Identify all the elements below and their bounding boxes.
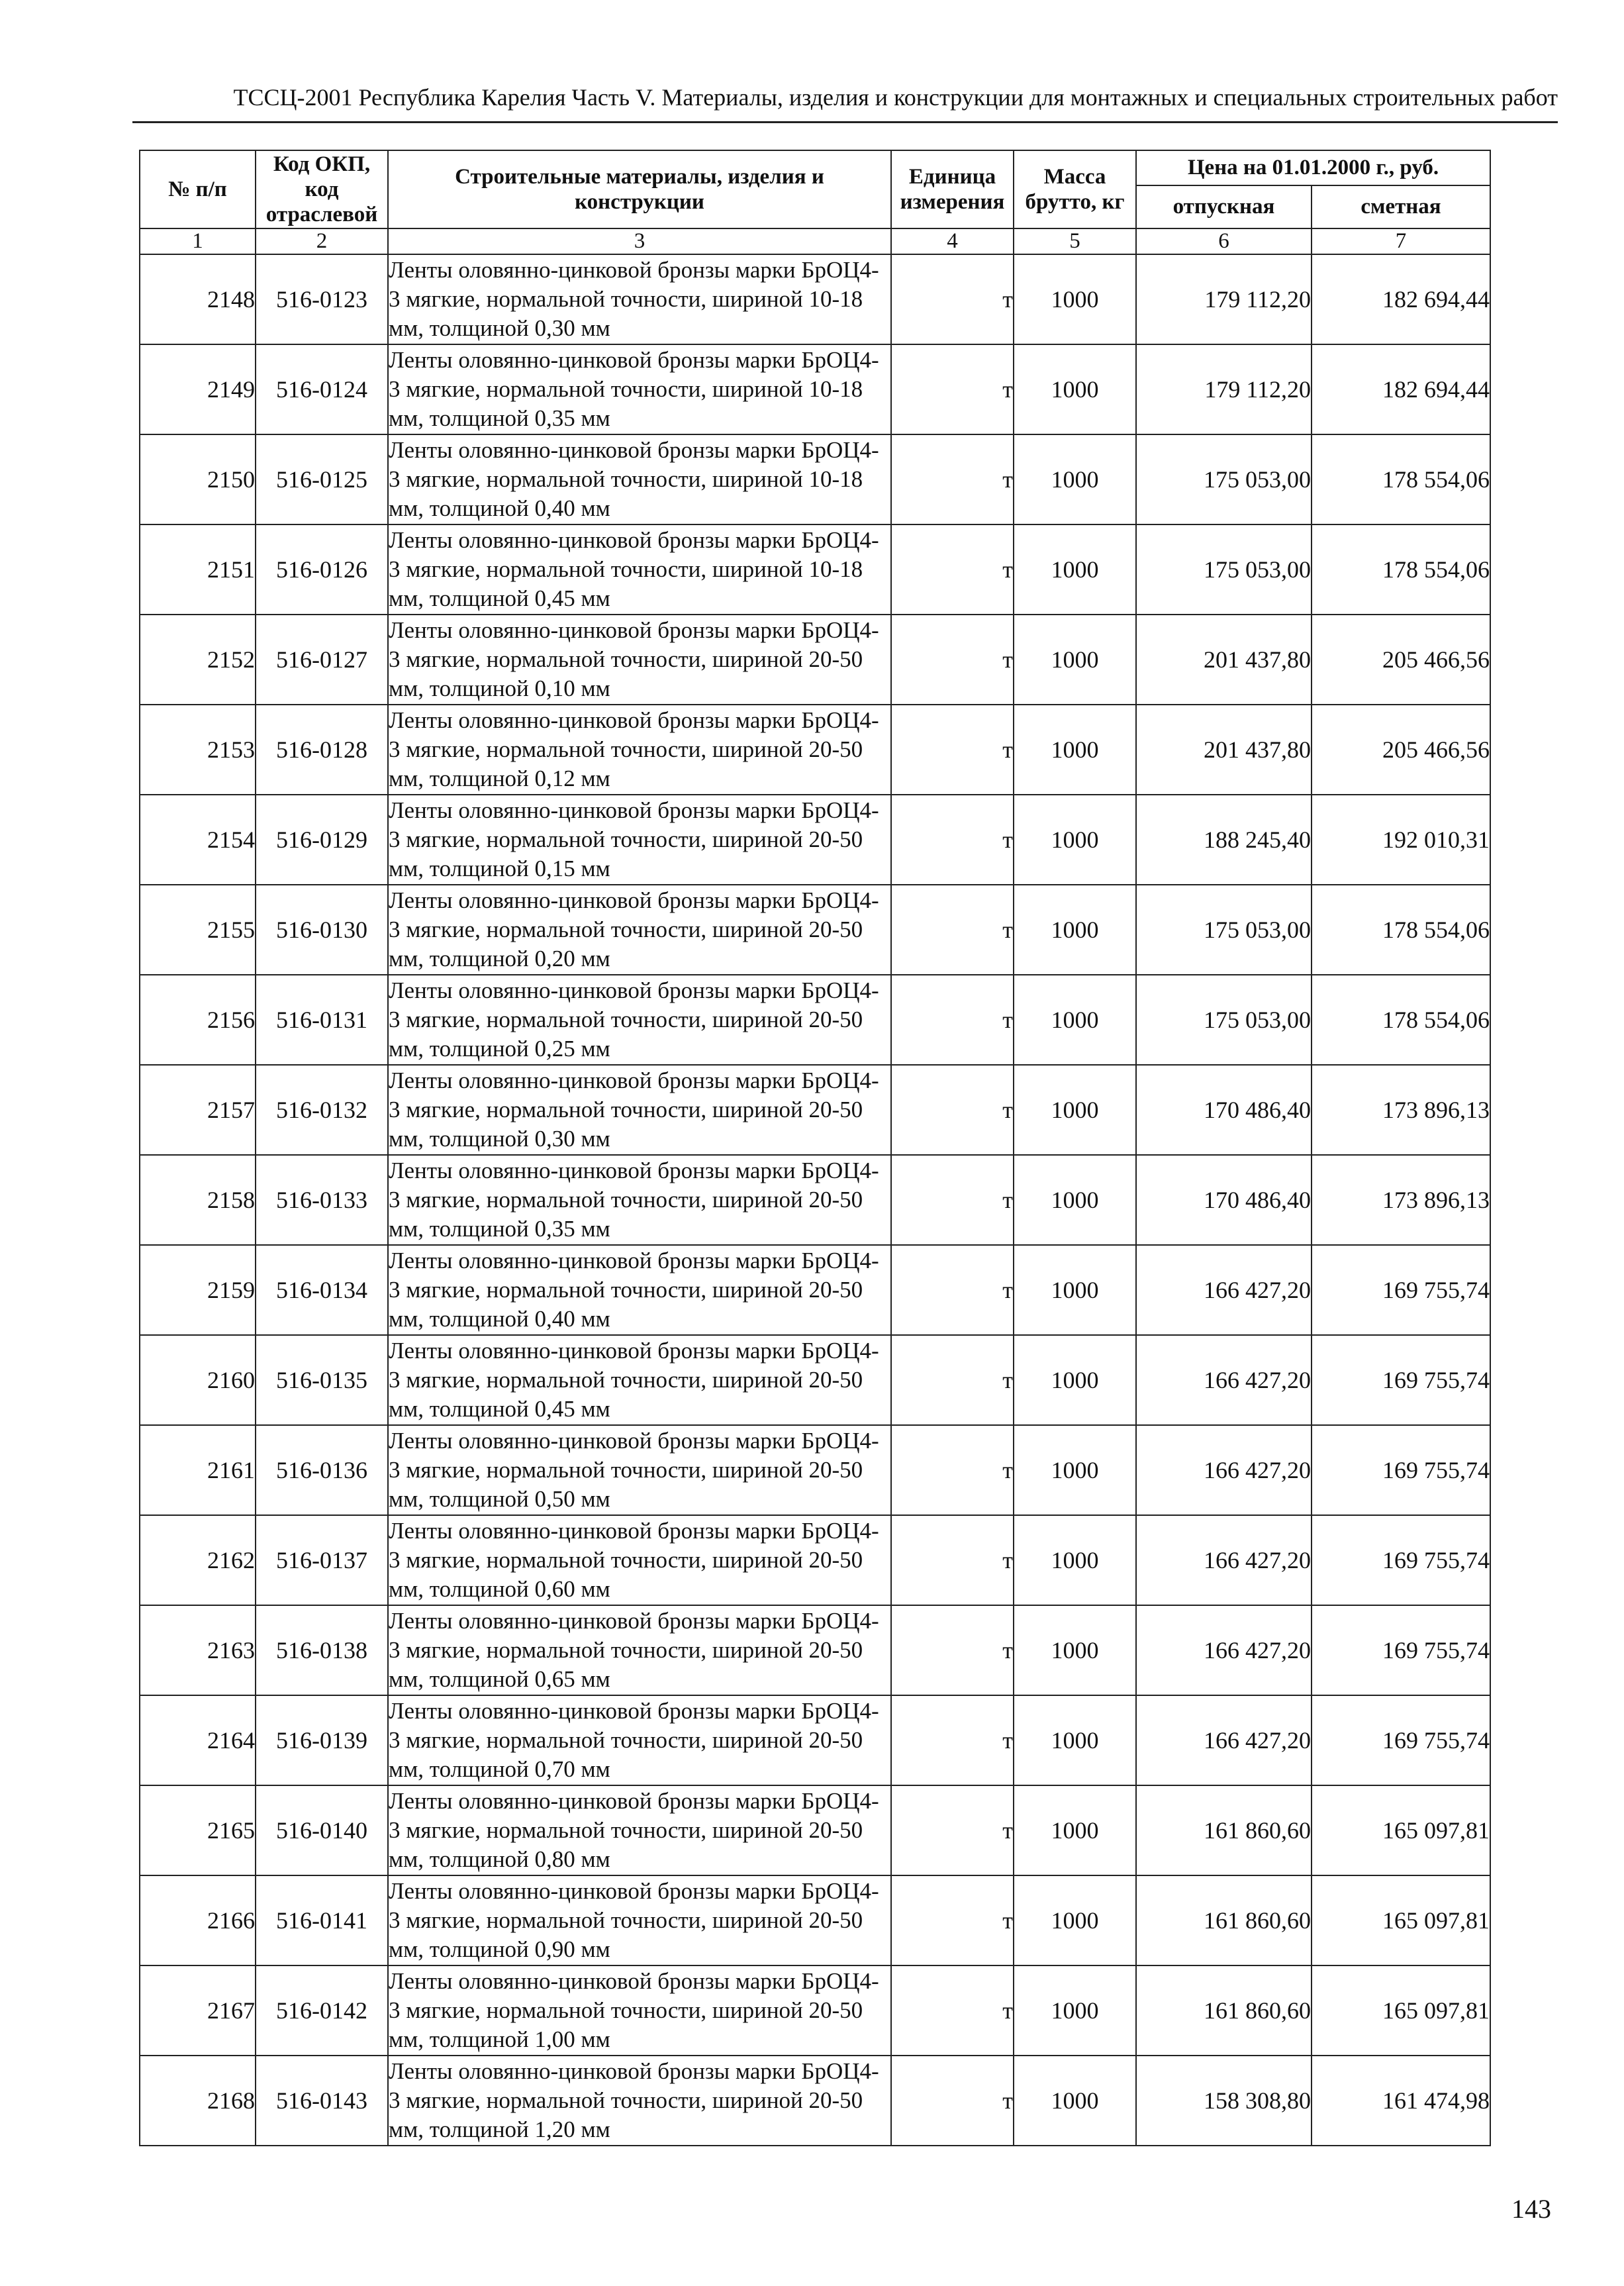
header-price-release: отпускная <box>1136 185 1312 228</box>
page-number: 143 <box>1511 2194 1551 2224</box>
row-description: Ленты оловянно-цинковой бронзы марки БрОЦ4-3 мягкие, нормальной точности, шириной 20-50 мм, толщиной 0,70 мм <box>388 1695 891 1785</box>
row-mass: 1000 <box>1014 615 1136 705</box>
column-number: 4 <box>891 228 1014 254</box>
row-number: 2161 <box>140 1425 256 1515</box>
table-row <box>140 344 1490 434</box>
row-code: 516-0132 <box>256 1065 388 1155</box>
column-number: 3 <box>388 228 891 254</box>
row-code: 516-0133 <box>256 1155 388 1245</box>
row-mass: 1000 <box>1014 524 1136 615</box>
row-unit: т <box>891 1245 1014 1335</box>
row-code: 516-0139 <box>256 1695 388 1785</box>
row-price-release: 175 053,00 <box>1136 434 1312 524</box>
row-code: 516-0141 <box>256 1875 388 1965</box>
row-description: Ленты оловянно-цинковой бронзы марки БрОЦ4-3 мягкие, нормальной точности, шириной 20-50 мм, толщиной 0,12 мм <box>388 705 891 795</box>
table-row <box>140 975 1490 1065</box>
row-number: 2157 <box>140 1065 256 1155</box>
row-mass: 1000 <box>1014 1605 1136 1695</box>
row-code: 516-0137 <box>256 1515 388 1605</box>
row-unit: т <box>891 975 1014 1065</box>
row-description: Ленты оловянно-цинковой бронзы марки БрОЦ4-3 мягкие, нормальной точности, шириной 20-50 мм, толщиной 0,10 мм <box>388 615 891 705</box>
row-code: 516-0124 <box>256 344 388 434</box>
header-description: Строительные материалы, изделия и конструкции <box>388 150 891 228</box>
row-number: 2154 <box>140 795 256 885</box>
row-price-estimate: 205 466,56 <box>1312 615 1490 705</box>
table-row <box>140 254 1490 344</box>
table-row <box>140 1425 1490 1515</box>
table-row <box>140 1515 1490 1605</box>
table-row <box>140 1605 1490 1695</box>
row-code: 516-0127 <box>256 615 388 705</box>
row-price-estimate: 178 554,06 <box>1312 885 1490 975</box>
row-description: Ленты оловянно-цинковой бронзы марки БрОЦ4-3 мягкие, нормальной точности, шириной 10-18 мм, толщиной 0,30 мм <box>388 254 891 344</box>
row-number: 2167 <box>140 1965 256 2056</box>
row-description: Ленты оловянно-цинковой бронзы марки БрОЦ4-3 мягкие, нормальной точности, шириной 20-50 мм, толщиной 1,00 мм <box>388 1965 891 2056</box>
row-price-release: 179 112,20 <box>1136 254 1312 344</box>
table-row <box>140 615 1490 705</box>
row-price-estimate: 169 755,74 <box>1312 1695 1490 1785</box>
row-unit: т <box>891 254 1014 344</box>
row-mass: 1000 <box>1014 1965 1136 2056</box>
materials-price-table <box>139 150 1491 2146</box>
row-unit: т <box>891 795 1014 885</box>
row-unit: т <box>891 1695 1014 1785</box>
row-code: 516-0135 <box>256 1335 388 1425</box>
row-mass: 1000 <box>1014 1065 1136 1155</box>
row-code: 516-0140 <box>256 1785 388 1875</box>
row-number: 2165 <box>140 1785 256 1875</box>
table-row <box>140 885 1490 975</box>
row-unit: т <box>891 885 1014 975</box>
row-number: 2158 <box>140 1155 256 1245</box>
row-unit: т <box>891 1515 1014 1605</box>
row-code: 516-0131 <box>256 975 388 1065</box>
column-number: 5 <box>1014 228 1136 254</box>
row-mass: 1000 <box>1014 434 1136 524</box>
column-number: 2 <box>256 228 388 254</box>
table-row <box>140 1335 1490 1425</box>
row-unit: т <box>891 1605 1014 1695</box>
header-price-group: Цена на 01.01.2000 г., руб. <box>1136 150 1490 185</box>
row-price-estimate: 165 097,81 <box>1312 1965 1490 2056</box>
row-description: Ленты оловянно-цинковой бронзы марки БрОЦ4-3 мягкие, нормальной точности, шириной 20-50 мм, толщиной 0,90 мм <box>388 1875 891 1965</box>
table-row <box>140 1785 1490 1875</box>
row-price-estimate: 192 010,31 <box>1312 795 1490 885</box>
header-unit: Единица измерения <box>891 150 1014 228</box>
row-number: 2166 <box>140 1875 256 1965</box>
table-row <box>140 1065 1490 1155</box>
row-price-release: 166 427,20 <box>1136 1425 1312 1515</box>
row-price-estimate: 169 755,74 <box>1312 1425 1490 1515</box>
row-price-release: 166 427,20 <box>1136 1335 1312 1425</box>
row-code: 516-0136 <box>256 1425 388 1515</box>
table-row <box>140 1155 1490 1245</box>
header-num: № п/п <box>140 150 256 228</box>
row-code: 516-0134 <box>256 1245 388 1335</box>
row-unit: т <box>891 434 1014 524</box>
row-number: 2162 <box>140 1515 256 1605</box>
row-price-estimate: 178 554,06 <box>1312 434 1490 524</box>
row-description: Ленты оловянно-цинковой бронзы марки БрОЦ4-3 мягкие, нормальной точности, шириной 20-50 мм, толщиной 0,60 мм <box>388 1515 891 1605</box>
row-unit: т <box>891 344 1014 434</box>
row-price-estimate: 178 554,06 <box>1312 524 1490 615</box>
row-number: 2155 <box>140 885 256 975</box>
row-mass: 1000 <box>1014 1515 1136 1605</box>
table-row <box>140 2056 1490 2146</box>
column-number: 7 <box>1312 228 1490 254</box>
row-price-release: 188 245,40 <box>1136 795 1312 885</box>
row-mass: 1000 <box>1014 344 1136 434</box>
row-price-estimate: 173 896,13 <box>1312 1155 1490 1245</box>
row-number: 2148 <box>140 254 256 344</box>
row-code: 516-0142 <box>256 1965 388 2056</box>
row-code: 516-0126 <box>256 524 388 615</box>
row-price-release: 175 053,00 <box>1136 524 1312 615</box>
row-price-estimate: 169 755,74 <box>1312 1335 1490 1425</box>
row-code: 516-0123 <box>256 254 388 344</box>
table-row <box>140 1245 1490 1335</box>
row-description: Ленты оловянно-цинковой бронзы марки БрОЦ4-3 мягкие, нормальной точности, шириной 20-50 мм, толщиной 1,20 мм <box>388 2056 891 2146</box>
row-unit: т <box>891 615 1014 705</box>
row-price-estimate: 182 694,44 <box>1312 344 1490 434</box>
row-unit: т <box>891 2056 1014 2146</box>
row-price-estimate: 173 896,13 <box>1312 1065 1490 1155</box>
row-number: 2153 <box>140 705 256 795</box>
row-mass: 1000 <box>1014 1335 1136 1425</box>
table-row <box>140 705 1490 795</box>
row-price-estimate: 182 694,44 <box>1312 254 1490 344</box>
row-code: 516-0128 <box>256 705 388 795</box>
row-mass: 1000 <box>1014 1245 1136 1335</box>
row-description: Ленты оловянно-цинковой бронзы марки БрОЦ4-3 мягкие, нормальной точности, шириной 10-18 мм, толщиной 0,35 мм <box>388 344 891 434</box>
row-number: 2149 <box>140 344 256 434</box>
row-unit: т <box>891 1785 1014 1875</box>
row-price-release: 175 053,00 <box>1136 975 1312 1065</box>
row-description: Ленты оловянно-цинковой бронзы марки БрОЦ4-3 мягкие, нормальной точности, шириной 20-50 мм, толщиной 0,80 мм <box>388 1785 891 1875</box>
row-price-release: 170 486,40 <box>1136 1155 1312 1245</box>
row-price-release: 161 860,60 <box>1136 1965 1312 2056</box>
table-row <box>140 1695 1490 1785</box>
row-price-release: 175 053,00 <box>1136 885 1312 975</box>
row-mass: 1000 <box>1014 1785 1136 1875</box>
row-price-release: 179 112,20 <box>1136 344 1312 434</box>
row-number: 2168 <box>140 2056 256 2146</box>
row-unit: т <box>891 1875 1014 1965</box>
table-header-row <box>140 150 1490 185</box>
row-code: 516-0129 <box>256 795 388 885</box>
row-description: Ленты оловянно-цинковой бронзы марки БрОЦ4-3 мягкие, нормальной точности, шириной 20-50 мм, толщиной 0,20 мм <box>388 885 891 975</box>
row-mass: 1000 <box>1014 975 1136 1065</box>
row-number: 2151 <box>140 524 256 615</box>
row-unit: т <box>891 524 1014 615</box>
table-row <box>140 1965 1490 2056</box>
row-mass: 1000 <box>1014 1695 1136 1785</box>
row-price-release: 161 860,60 <box>1136 1875 1312 1965</box>
row-unit: т <box>891 705 1014 795</box>
row-description: Ленты оловянно-цинковой бронзы марки БрОЦ4-3 мягкие, нормальной точности, шириной 10-18 мм, толщиной 0,45 мм <box>388 524 891 615</box>
page-header-title: ТССЦ-2001 Республика Карелия Часть V. Материалы, изделия и конструкции для монтажных и специальных строительных работ <box>233 84 1558 111</box>
row-description: Ленты оловянно-цинковой бронзы марки БрОЦ4-3 мягкие, нормальной точности, шириной 20-50 мм, толщиной 0,40 мм <box>388 1245 891 1335</box>
row-description: Ленты оловянно-цинковой бронзы марки БрОЦ4-3 мягкие, нормальной точности, шириной 10-18 мм, толщиной 0,40 мм <box>388 434 891 524</box>
header-divider <box>132 121 1558 123</box>
row-mass: 1000 <box>1014 885 1136 975</box>
row-price-estimate: 165 097,81 <box>1312 1875 1490 1965</box>
row-mass: 1000 <box>1014 1155 1136 1245</box>
row-description: Ленты оловянно-цинковой бронзы марки БрОЦ4-3 мягкие, нормальной точности, шириной 20-50 мм, толщиной 0,30 мм <box>388 1065 891 1155</box>
row-price-release: 158 308,80 <box>1136 2056 1312 2146</box>
column-number-row <box>140 228 1490 254</box>
row-number: 2159 <box>140 1245 256 1335</box>
row-unit: т <box>891 1155 1014 1245</box>
row-mass: 1000 <box>1014 254 1136 344</box>
row-price-release: 201 437,80 <box>1136 705 1312 795</box>
row-unit: т <box>891 1065 1014 1155</box>
row-number: 2164 <box>140 1695 256 1785</box>
row-price-estimate: 161 474,98 <box>1312 2056 1490 2146</box>
row-price-estimate: 178 554,06 <box>1312 975 1490 1065</box>
row-price-estimate: 169 755,74 <box>1312 1515 1490 1605</box>
row-price-estimate: 169 755,74 <box>1312 1605 1490 1695</box>
row-description: Ленты оловянно-цинковой бронзы марки БрОЦ4-3 мягкие, нормальной точности, шириной 20-50 мм, толщиной 0,50 мм <box>388 1425 891 1515</box>
row-price-release: 166 427,20 <box>1136 1605 1312 1695</box>
row-price-estimate: 205 466,56 <box>1312 705 1490 795</box>
row-number: 2156 <box>140 975 256 1065</box>
row-price-release: 170 486,40 <box>1136 1065 1312 1155</box>
row-price-release: 166 427,20 <box>1136 1515 1312 1605</box>
row-mass: 1000 <box>1014 1875 1136 1965</box>
row-unit: т <box>891 1965 1014 2056</box>
table-row <box>140 434 1490 524</box>
row-number: 2163 <box>140 1605 256 1695</box>
header-code: Код ОКП, код отраслевой <box>256 150 388 228</box>
row-mass: 1000 <box>1014 705 1136 795</box>
row-code: 516-0143 <box>256 2056 388 2146</box>
row-unit: т <box>891 1335 1014 1425</box>
table-row <box>140 795 1490 885</box>
row-description: Ленты оловянно-цинковой бронзы марки БрОЦ4-3 мягкие, нормальной точности, шириной 20-50 мм, толщиной 0,45 мм <box>388 1335 891 1425</box>
row-mass: 1000 <box>1014 795 1136 885</box>
row-description: Ленты оловянно-цинковой бронзы марки БрОЦ4-3 мягкие, нормальной точности, шириной 20-50 мм, толщиной 0,15 мм <box>388 795 891 885</box>
row-price-release: 201 437,80 <box>1136 615 1312 705</box>
row-description: Ленты оловянно-цинковой бронзы марки БрОЦ4-3 мягкие, нормальной точности, шириной 20-50 мм, толщиной 0,35 мм <box>388 1155 891 1245</box>
row-number: 2160 <box>140 1335 256 1425</box>
row-mass: 1000 <box>1014 2056 1136 2146</box>
row-code: 516-0125 <box>256 434 388 524</box>
row-code: 516-0130 <box>256 885 388 975</box>
table-body <box>140 254 1490 2146</box>
header-price-estimate: сметная <box>1312 185 1490 228</box>
row-price-release: 166 427,20 <box>1136 1695 1312 1785</box>
row-number: 2152 <box>140 615 256 705</box>
table-row <box>140 1875 1490 1965</box>
row-unit: т <box>891 1425 1014 1515</box>
column-number: 1 <box>140 228 256 254</box>
row-description: Ленты оловянно-цинковой бронзы марки БрОЦ4-3 мягкие, нормальной точности, шириной 20-50 мм, толщиной 0,65 мм <box>388 1605 891 1695</box>
row-price-estimate: 165 097,81 <box>1312 1785 1490 1875</box>
row-price-release: 166 427,20 <box>1136 1245 1312 1335</box>
row-price-estimate: 169 755,74 <box>1312 1245 1490 1335</box>
row-mass: 1000 <box>1014 1425 1136 1515</box>
row-price-release: 161 860,60 <box>1136 1785 1312 1875</box>
row-number: 2150 <box>140 434 256 524</box>
header-mass: Масса брутто, кг <box>1014 150 1136 228</box>
row-description: Ленты оловянно-цинковой бронзы марки БрОЦ4-3 мягкие, нормальной точности, шириной 20-50 мм, толщиной 0,25 мм <box>388 975 891 1065</box>
table-row <box>140 524 1490 615</box>
row-code: 516-0138 <box>256 1605 388 1695</box>
column-number: 6 <box>1136 228 1312 254</box>
